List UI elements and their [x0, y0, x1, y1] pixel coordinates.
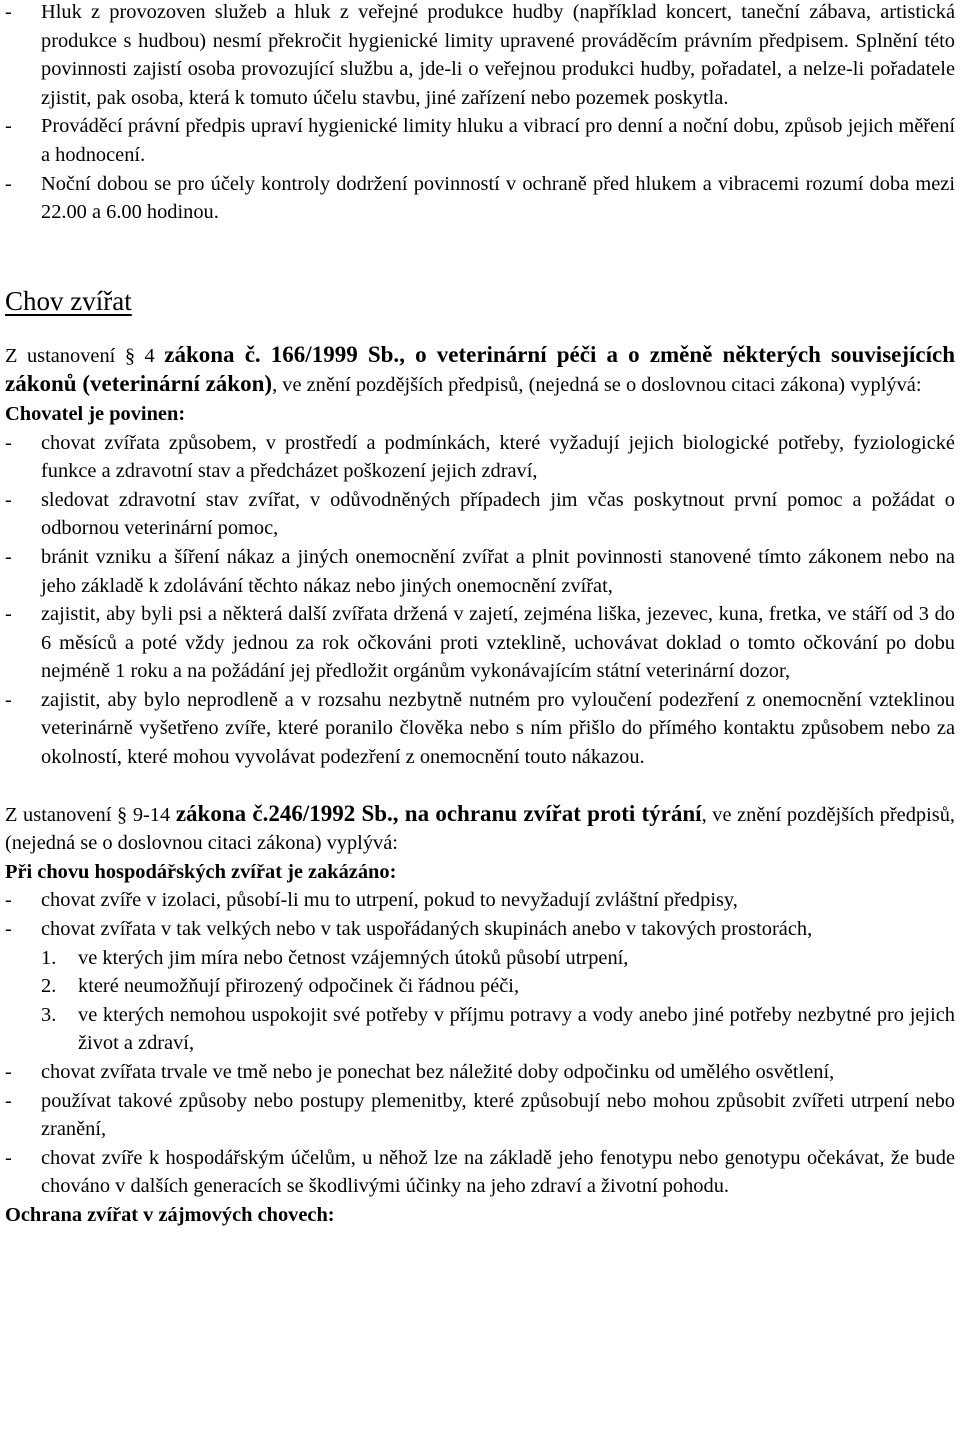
intro-prefix: Z ustanovení [5, 344, 116, 367]
law-title: , o veterinární péči a o změně některých souvisejících zákonů (veterinární zákon) [5, 341, 956, 397]
list-item-text: používat takové způsoby nebo postupy plemenitby, které způsobují nebo mohou způsobit zvířeti utrpení nebo zranění, [41, 1089, 955, 1141]
numbered-item [5, 1001, 955, 1058]
list-item-text: chovat zvíře k hospodářským účelům, u něhož lze na základě jeho fenotypu nebo genotypu očekávat, že bude chováno v dalších generacích se škodlivými účinky na jeho zdraví a životní pohodu. [41, 1146, 955, 1198]
list-item-text: Noční dobou se pro účely kontroly dodržení povinností v ochraně před hlukem a vibracemi rozumí doba mezi 22.00 a 6.00 hodinou. [41, 172, 955, 224]
list-item [5, 686, 955, 772]
prohibitions-list [5, 886, 955, 1201]
list-dash: - [5, 431, 12, 454]
list-dash: - [5, 1, 12, 23]
list-item-text: zajistit, aby bylo neprodleně a v rozsahu nezbytně nutném pro vyloučení podezření z onemocnění vzteklinou veterinárně vyšetřeno zvíře, které poranilo člověka nebo s ním přišlo do přímého kontaktu způsobem nebo za okolností, které mohou vyvolávat podezření z onemocnění touto nákazou. [41, 688, 955, 769]
list-dash: - [5, 603, 12, 626]
list-item [5, 915, 955, 944]
numbered-item [5, 944, 955, 973]
list-dash: - [5, 115, 12, 138]
intro-suffix: , ve znění pozdějších předpisů, (nejedná se o doslovnou citaci zákona) vyplývá: [5, 803, 955, 855]
list-item-text: sledovat zdravotní stav zvířat, v odůvodněných případech jim včas poskytnout první pomoc a požádat o odbornou veterinární pomoc, [41, 488, 955, 540]
list-item-text: chovat zvířata způsobem, v prostředí a podmínkách, které vyžadují jejich biologické potřeby, fyziologické funkce a zdravotní stav a předcházet poškození jejich zdraví, [41, 431, 955, 483]
subheading: Ochrana zvířat v zájmových chovech: [5, 1203, 335, 1226]
list-item [5, 1144, 955, 1201]
numbered-item-text: ve kterých jim míra nebo četnost vzájemných útoků působí utrpení, [78, 946, 629, 969]
list-item-text: chovat zvířata trvale ve tmě nebo je ponechat bez náležité doby odpočinku od umělého osvětlení, [41, 1061, 835, 1083]
list-dash: - [5, 1089, 12, 1112]
paragraph-reference: § 9-14 [117, 803, 171, 826]
law-reference: zákona č.246/1992 Sb. [175, 800, 393, 826]
list-item [5, 886, 955, 915]
list-item [5, 486, 955, 543]
list-dash: - [5, 545, 12, 568]
list-dash: - [5, 1061, 12, 1083]
list-item [5, 170, 955, 227]
list-dash: - [5, 688, 12, 711]
intro-prefix: Z ustanovení [5, 803, 112, 826]
list-item-text: Prováděcí právní předpis upraví hygienické limity hluku a vibrací pro denní a noční dobu, způsob jejich měření a hodnocení. [41, 115, 955, 166]
noise-list [5, 0, 955, 227]
list-item-text: zajistit, aby byli psi a některá další zvířata držená v zajetí, zejména liška, jezevec, kuna, fretka, ve stáří od 3 do 6 měsíců a poté vždy jednou za rok očkováni proti vzteklině, uchovávat doklad o tomto očkování po dobu nejméně 1 roku a na požádání jej předložit orgánům vykonávajícím státní veterinární dozor, [41, 603, 955, 683]
law-reference: zákona č. 166/1999 Sb. [164, 341, 400, 367]
list-item-text: bránit vzniku a šíření nákaz a jiných onemocnění zvířat a plnit povinnosti stanovené tímto zákonem nebo na jeho základě k zdolávání těchto nákaz nebo jiných onemocnění zvířat, [41, 545, 955, 597]
subheading: Chovatel je povinen: [5, 402, 186, 425]
subheading: Při chovu hospodářských zvířat je zakázáno: [5, 860, 397, 883]
list-item [5, 1087, 955, 1144]
law-title: , na ochranu zvířat proti týrání [392, 800, 702, 826]
list-item-text: chovat zvířata v tak velkých nebo v tak uspořádaných skupinách anebo v takových prostorách, [41, 918, 813, 941]
list-item [5, 543, 955, 600]
list-item-text: Hluk z provozoven služeb a hluk z veřejné produkce hudby (například koncert, taneční zábava, artistická produkce s hudbou) nesmí překročit hygienické limity upravené prováděcím právním předpisem. Splnění této povinnosti zajistí osoba provozující službu a, jde-li o veřejnou produkci hudby, pořadatel, a nelze-li pořadatele zjistit, pak osoba, která k tomuto účelu stavbu, jiné zařízení nebo pozemek poskytla. [41, 1, 955, 109]
law-intro-paragraph [5, 341, 955, 400]
intro-suffix: , ve znění pozdějších předpisů, (nejedná se o doslovnou citaci zákona) vyplývá: [272, 374, 922, 397]
list-item [5, 1058, 955, 1087]
section-heading: Chov zvířat [5, 285, 132, 316]
list-dash: - [5, 172, 12, 195]
numbered-item [5, 972, 955, 1001]
list-item [5, 0, 955, 112]
numbered-item-text: ve kterých nemohou uspokojit své potřeby v příjmu potravy a vody anebo jiné potřeby nezbytné pro jejich život a zdraví, [78, 1003, 955, 1055]
list-dash: - [5, 488, 12, 511]
list-item-text: chovat zvíře v izolaci, působí-li mu to utrpení, pokud to nevyžadují zvláštní předpisy, [41, 889, 738, 912]
item-number: 2. [41, 975, 57, 998]
list-item [5, 600, 955, 686]
numbered-item-text: které neumožňují přirozený odpočinek či řádnou péči, [78, 975, 520, 998]
spacer [5, 772, 955, 800]
document-page [5, 0, 955, 1230]
list-dash: - [5, 1146, 12, 1169]
item-number: 1. [41, 946, 57, 969]
list-item [5, 112, 955, 169]
list-item [5, 429, 955, 486]
list-dash: - [5, 918, 12, 941]
list-dash: - [5, 889, 12, 912]
obligations-list [5, 429, 955, 772]
paragraph-reference: § 4 [124, 344, 155, 367]
law-intro-paragraph [5, 800, 955, 858]
item-number: 3. [41, 1003, 57, 1026]
